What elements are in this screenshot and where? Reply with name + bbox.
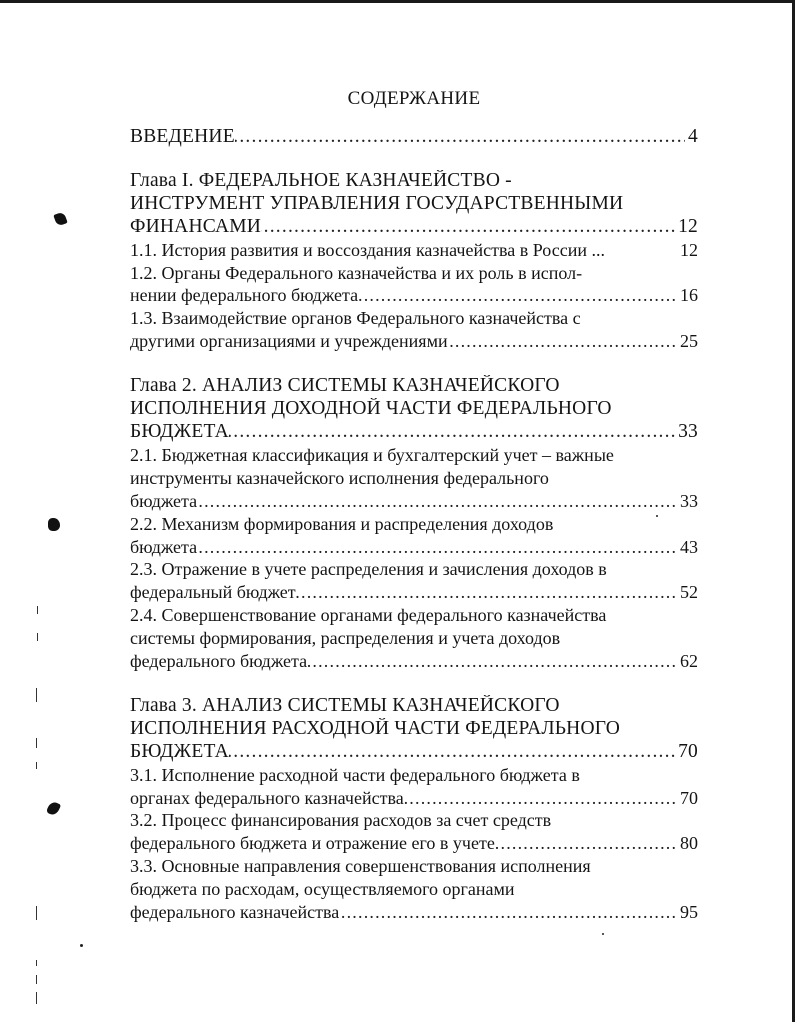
toc-section-line[interactable] xyxy=(130,513,698,536)
toc-section-line[interactable] xyxy=(130,239,698,262)
scan-blot xyxy=(46,800,61,816)
toc-section-text: федерального бюджета и отражение его в учете xyxy=(130,833,495,854)
chapter-heading-text: Глава 2. АНАЛИЗ СИСТЕМЫ КАЗНАЧЕЙСКОГО xyxy=(130,375,560,397)
toc-section-line[interactable] xyxy=(130,284,698,307)
chapter-heading-last-line[interactable] xyxy=(130,421,698,444)
toc-section-line[interactable] xyxy=(130,307,698,330)
toc-section-line[interactable] xyxy=(130,604,698,627)
toc-section-text: 2.3. Отражение в учете распределения и зачисления доходов в xyxy=(130,559,607,580)
scan-mark xyxy=(36,688,37,702)
page-title: СОДЕРЖАНИЕ xyxy=(347,88,481,109)
toc-section-text: 3.3. Основные направления совершенствования исполнения xyxy=(130,856,591,877)
chapter-heading-line[interactable] xyxy=(130,375,698,398)
toc-section-text: федеральный бюджет xyxy=(130,582,296,603)
toc-section-text: федерального бюджета xyxy=(130,651,308,672)
chapter-heading-last-line[interactable] xyxy=(130,216,698,239)
toc-section-line[interactable] xyxy=(130,855,698,878)
toc-section-text: бюджета по расходам, осуществляемого органами xyxy=(130,879,515,900)
page-number: 33 xyxy=(677,490,698,513)
chapter-heading-text: ИСПОЛНЕНИЯ РАСХОДНОЙ ЧАСТИ ФЕДЕРАЛЬНОГО xyxy=(130,717,621,739)
scan-mark xyxy=(36,960,37,966)
chapter-block xyxy=(130,170,698,353)
toc-section-text: бюджета xyxy=(130,536,198,557)
toc-section-text: 1.1. История развития и воссоздания казначейства в России ... xyxy=(130,239,605,260)
chapter-heading-text: ФИНАНСАМИ xyxy=(130,215,262,237)
chapter-heading-line[interactable] xyxy=(130,170,698,193)
page-number: 80 xyxy=(677,832,698,855)
toc-section-line[interactable] xyxy=(130,330,698,353)
toc-section-line[interactable] xyxy=(130,536,698,559)
toc-section-line[interactable] xyxy=(130,901,698,924)
scan-mark xyxy=(36,738,37,748)
chapter-heading-text: БЮДЖЕТА xyxy=(130,420,229,442)
toc-entry-label: ВВЕДЕНИЕ xyxy=(130,126,235,147)
page-number: 33 xyxy=(675,421,698,444)
toc-section-text: 3.2. Процесс финансирования расходов за счет средств xyxy=(130,810,552,831)
chapter-heading-line[interactable] xyxy=(130,718,698,741)
chapter-heading-line[interactable] xyxy=(130,398,698,421)
page-number: 12 xyxy=(677,239,698,262)
dot-leader xyxy=(130,536,698,559)
page-number: 95 xyxy=(677,901,698,924)
chapter-block xyxy=(130,695,698,924)
toc-section-line[interactable] xyxy=(130,650,698,673)
chapter-heading-last-line[interactable] xyxy=(130,741,698,764)
toc-section-line[interactable] xyxy=(130,581,698,604)
toc-section-text: органах федерального казначейства xyxy=(130,787,404,808)
chapter-heading-text: ИНСТРУМЕНТ УПРАВЛЕНИЯ ГОСУДАРСТВЕННЫМИ xyxy=(130,192,624,214)
toc-section-text: 2.2. Механизм формирования и распределения доходов xyxy=(130,513,554,534)
scan-speck xyxy=(80,944,83,947)
chapter-heading-line[interactable] xyxy=(130,695,698,718)
toc-section-text: 2.1. Бюджетная классификация и бухгалтерский учет – важные xyxy=(130,444,614,465)
toc-section-text: 3.1. Исполнение расходной части федерального бюджета в xyxy=(130,764,580,785)
scan-speck xyxy=(602,933,604,935)
toc-section-text: другими организациями и учреждениями xyxy=(130,331,448,352)
page-number: 4 xyxy=(685,126,698,149)
chapter-heading-text: ИСПОЛНЕНИЯ ДОХОДНОЙ ЧАСТИ ФЕДЕРАЛЬНОГО xyxy=(130,398,612,420)
page-number: 52 xyxy=(677,581,698,604)
toc-section-line[interactable] xyxy=(130,809,698,832)
toc-section-line[interactable] xyxy=(130,878,698,901)
toc-section-line[interactable] xyxy=(130,262,698,285)
toc-section-text: федерального казначейства xyxy=(130,902,340,923)
toc-section-line[interactable] xyxy=(130,627,698,650)
page-number: 62 xyxy=(677,650,698,673)
dot-leader xyxy=(130,490,698,513)
toc-section-text: системы формирования, распределения и учета доходов xyxy=(130,628,561,649)
page-number: 16 xyxy=(677,284,698,307)
chapter-heading-line[interactable] xyxy=(130,193,698,216)
table-of-contents xyxy=(130,86,698,924)
toc-section-text: 1.2. Органы Федерального казначейства и их роль в испол- xyxy=(130,262,583,283)
toc-section-text: инструменты казначейского исполнения федерального xyxy=(130,467,549,488)
toc-section-text: 1.3. Взаимодействие органов Федерального казначейства с xyxy=(130,308,581,329)
toc-section-text: бюджета xyxy=(130,490,198,511)
toc-entry-intro[interactable] xyxy=(130,126,698,149)
chapter-block xyxy=(130,375,698,673)
toc-section-line[interactable] xyxy=(130,490,698,513)
toc-section-line[interactable] xyxy=(130,467,698,490)
toc-section-line[interactable] xyxy=(130,764,698,787)
page-number: 70 xyxy=(677,787,698,810)
scan-mark xyxy=(37,606,38,614)
chapter-heading-text: Глава I. ФЕДЕРАЛЬНОЕ КАЗНАЧЕЙСТВО - xyxy=(130,169,512,191)
chapter-list xyxy=(130,170,698,924)
chapter-heading-text: БЮДЖЕТА xyxy=(130,740,229,762)
scan-border-top xyxy=(0,0,795,3)
page-number: 43 xyxy=(677,536,698,559)
scan-mark xyxy=(36,975,37,984)
scan-mark xyxy=(37,633,38,641)
toc-section-text: 2.4. Совершенствование органами федерального казначейства xyxy=(130,605,607,626)
toc-section-line[interactable] xyxy=(130,444,698,467)
page-number: 70 xyxy=(675,741,698,764)
toc-section-line[interactable] xyxy=(130,832,698,855)
scan-mark xyxy=(36,906,37,920)
scan-blot xyxy=(48,518,60,531)
toc-section-text: нении федерального бюджета xyxy=(130,285,359,306)
page-number: 12 xyxy=(675,216,698,239)
toc-section-line[interactable] xyxy=(130,787,698,810)
scan-mark xyxy=(36,992,37,1004)
scan-mark xyxy=(36,762,37,769)
toc-section-line[interactable] xyxy=(130,558,698,581)
scan-blot xyxy=(53,211,67,226)
chapter-heading-text: Глава 3. АНАЛИЗ СИСТЕМЫ КАЗНАЧЕЙСКОГО xyxy=(130,694,560,716)
page-number: 25 xyxy=(677,330,698,353)
